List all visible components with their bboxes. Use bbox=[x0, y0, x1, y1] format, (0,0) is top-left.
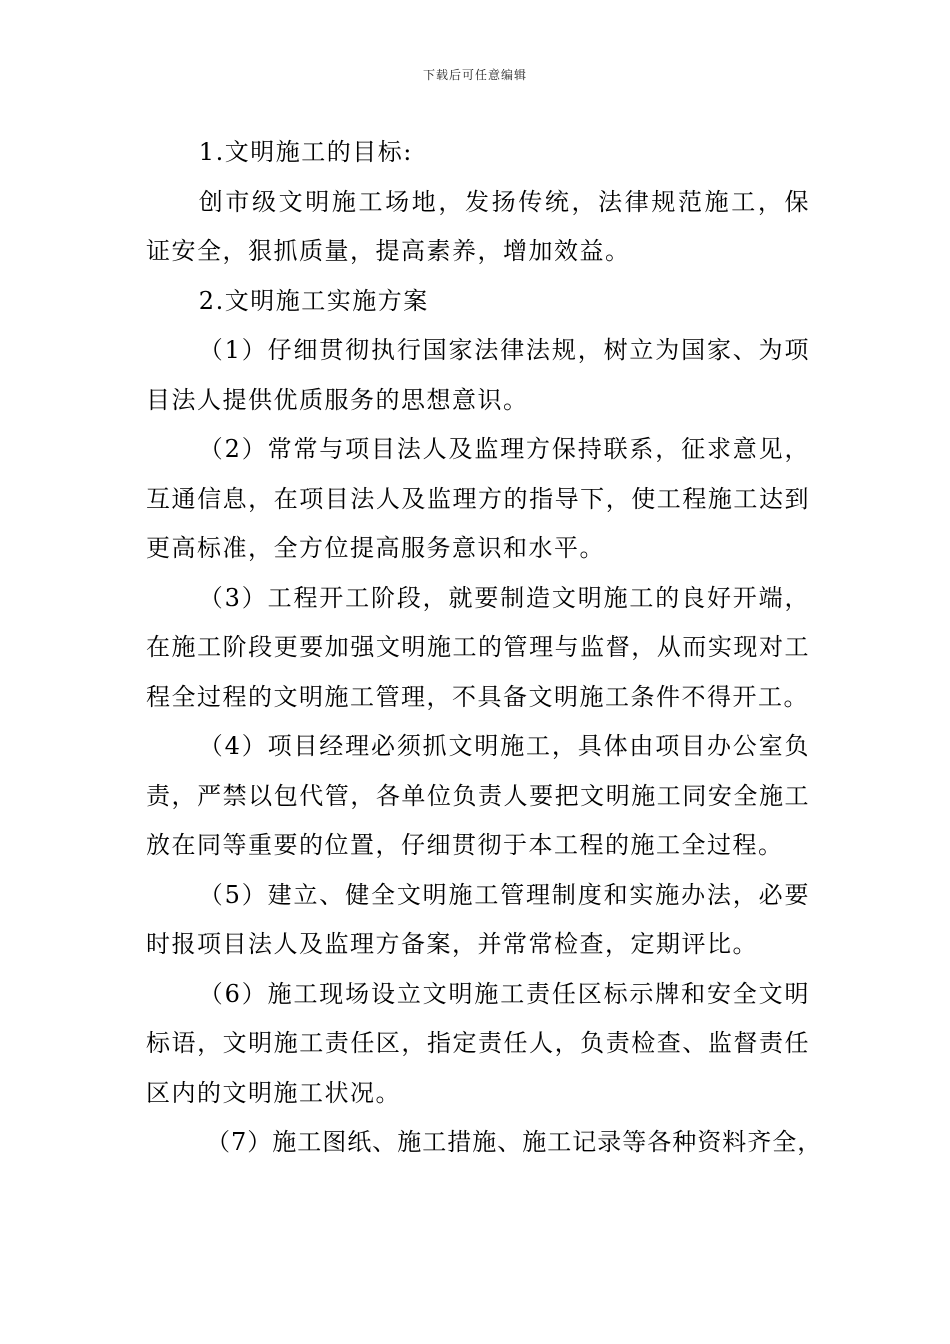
page-header-note: 下载后可任意编辑 bbox=[422, 68, 527, 82]
paragraph-item-2: （2）常常与项目法人及监理方保持联系，征求意见，互通信息，在项目法人及监理方的指导下，使工程施工达到更高标准，全方位提高服务意识和水平。 bbox=[146, 435, 810, 562]
paragraph-item-3: （3）工程开工阶段，就要制造文明施工的良好开端，在施工阶段更要加强文明施工的管理与监督，从而实现对工程全过程的文明施工管理，不具备文明施工条件不得开工。 bbox=[146, 583, 810, 711]
paragraph-plan-heading: 2.文明施工实施方案 bbox=[198, 286, 429, 315]
paragraph-item-7: （7）施工图纸、施工措施、施工记录等各种资料齐全， bbox=[206, 1128, 823, 1156]
paragraph-item-5: （5）建立、健全文明施工管理制度和实施办法，必要时报项目法人及监理方备案，并常常检查，定期评比。 bbox=[146, 880, 810, 958]
paragraph-item-6: （6）施工现场设立文明施工责任区标示牌和安全文明标语，文明施工责任区，指定责任人，负责检查、监督责任区内的文明施工状况。 bbox=[146, 979, 810, 1107]
document-body bbox=[146, 128, 823, 1168]
paragraph-item-1: （1）仔细贯彻执行国家法律法规，树立为国家、为项目法人提供优质服务的思想意识。 bbox=[146, 336, 810, 414]
paragraph-item-4: （4）项目经理必须抓文明施工，具体由项目办公室负责，严禁以包代管，各单位负责人要把文明施工同安全施工放在同等重要的位置，仔细贯彻于本工程的施工全过程。 bbox=[146, 732, 810, 859]
paragraph-goal-heading: 1.文明施工的目标: bbox=[198, 138, 413, 166]
paragraph-goal-text: 创市级文明施工场地，发扬传统，法律规范施工，保证安全，狠抓质量，提高素养，增加效益。 bbox=[146, 187, 810, 265]
